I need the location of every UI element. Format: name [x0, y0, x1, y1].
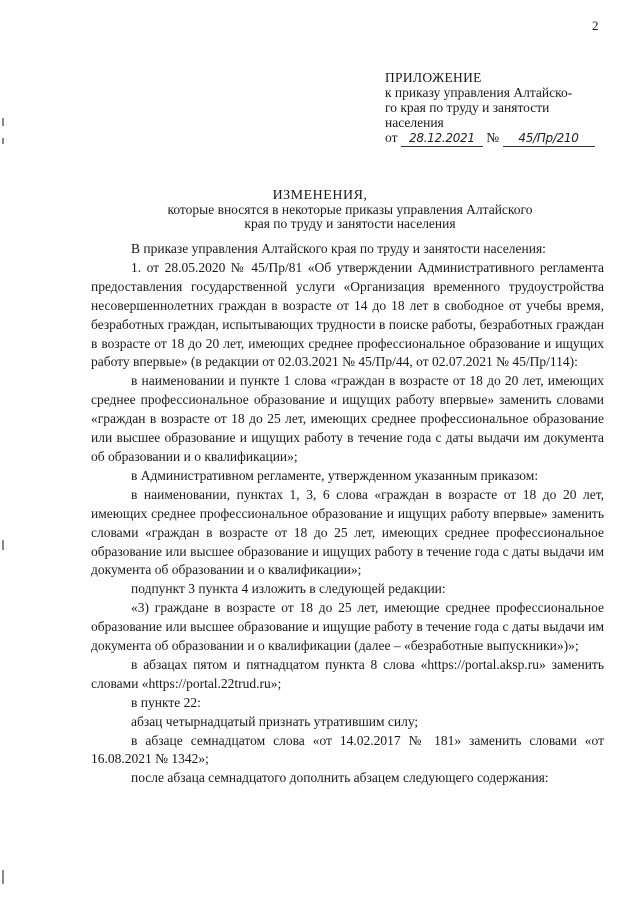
scan-margin-mark: [2, 870, 4, 884]
scan-margin-mark: [2, 540, 4, 550]
subtitle-line: которые вносятся в некоторые приказы управления Алтайского: [167, 202, 533, 217]
paragraph: в Административном регламенте, утвержденном указанным приказом:: [131, 467, 539, 483]
paragraph: 1. от 28.05.2020 № 45/Пр/81 «Об утверждении Административного регламента предоставления государственной услуги «Организация временного трудоустройства несовершеннолетних граждан в возрасте от 14 до 18 лет в свободное от учебы время, безработных граждан, испытывающих трудности в поиске работы, безработных граждан в возрасте от 18 до 20 лет, имеющих среднее профессиональное образование и ищущих работу впервые» (в редакции от 02.03.2021 № 45/Пр/44, от 02.07.2021 № 45/Пр/114):: [91, 259, 604, 370]
paragraph: В приказе управления Алтайского края по труду и занятости населения:: [131, 241, 546, 256]
appendix-block: [385, 70, 610, 147]
paragraph: абзац четырнадцатый признать утратившим силу;: [131, 713, 419, 729]
number-sign: №: [486, 130, 500, 145]
document-subtitle: [120, 203, 580, 231]
appendix-line: к приказу управления Алтайско-: [385, 85, 573, 100]
appendix-line: го края по труду и занятости: [385, 100, 550, 115]
document-body: [91, 240, 604, 788]
page-number: 2: [592, 18, 599, 33]
subtitle-line: края по труду и занятости населения: [244, 216, 456, 231]
paragraph: подпункт 3 пункта 4 изложить в следующей редакции:: [131, 581, 446, 597]
paragraph: в абзаце семнадцатом слова «от 14.02.2017 № 181» заменить словами «от 16.08.2021 № 1342»;: [91, 732, 604, 767]
paragraph: в наименовании, пунктах 1, 3, 6 слова «граждан в возрасте от 18 до 20 лет, имеющих среднее профессиональное образование и ищущих работу впервые» заменить словами «граждан в возрасте от 18 до 25 лет, имеющих среднее профессиональное образование или высшее образование и ищущих работу в течение года с даты выдачи им документа об образовании и о квалификации»;: [91, 486, 604, 578]
appendix-title: ПРИЛОЖЕНИЕ: [385, 70, 482, 85]
paragraph: в абзацах пятом и пятнадцатом пункта 8 слова «https://portal.aksp.ru» заменить словами «https://portal.22trud.ru»;: [91, 656, 604, 691]
paragraph: в пункте 22:: [131, 694, 201, 710]
scan-margin-mark: [2, 138, 4, 144]
scan-margin-mark: [2, 118, 4, 126]
appendix-date-row: [385, 130, 610, 147]
paragraph: в наименовании и пункте 1 слова «граждан в возрасте от 18 до 20 лет, имеющих среднее профессиональное образование и ищущих работу впервые» заменить словами «граждан в возрасте от 18 до 25 лет, имеющих среднее профессиональное образование или высшее образование и ищущих работу в течение года с даты выдачи им документа об образовании и о квалификации»;: [91, 373, 604, 464]
paragraph: «3) граждане в возрасте от 18 до 25 лет, имеющие среднее профессиональное образование или высшее образование и ищущие работу в течение года с даты выдачи им документа об образовании и о квалификации (далее – «безработные выпускники»)»;: [91, 600, 604, 654]
handwritten-number: 45/Пр/210: [503, 131, 595, 147]
paragraph: после абзаца семнадцатого дополнить абзацем следующего содержания:: [131, 770, 549, 786]
document-title: ИЗМЕНЕНИЯ,: [272, 188, 368, 203]
appendix-line: населения: [385, 115, 444, 130]
date-prefix: от: [385, 130, 398, 145]
handwritten-date: 28.12.2021: [401, 131, 483, 147]
